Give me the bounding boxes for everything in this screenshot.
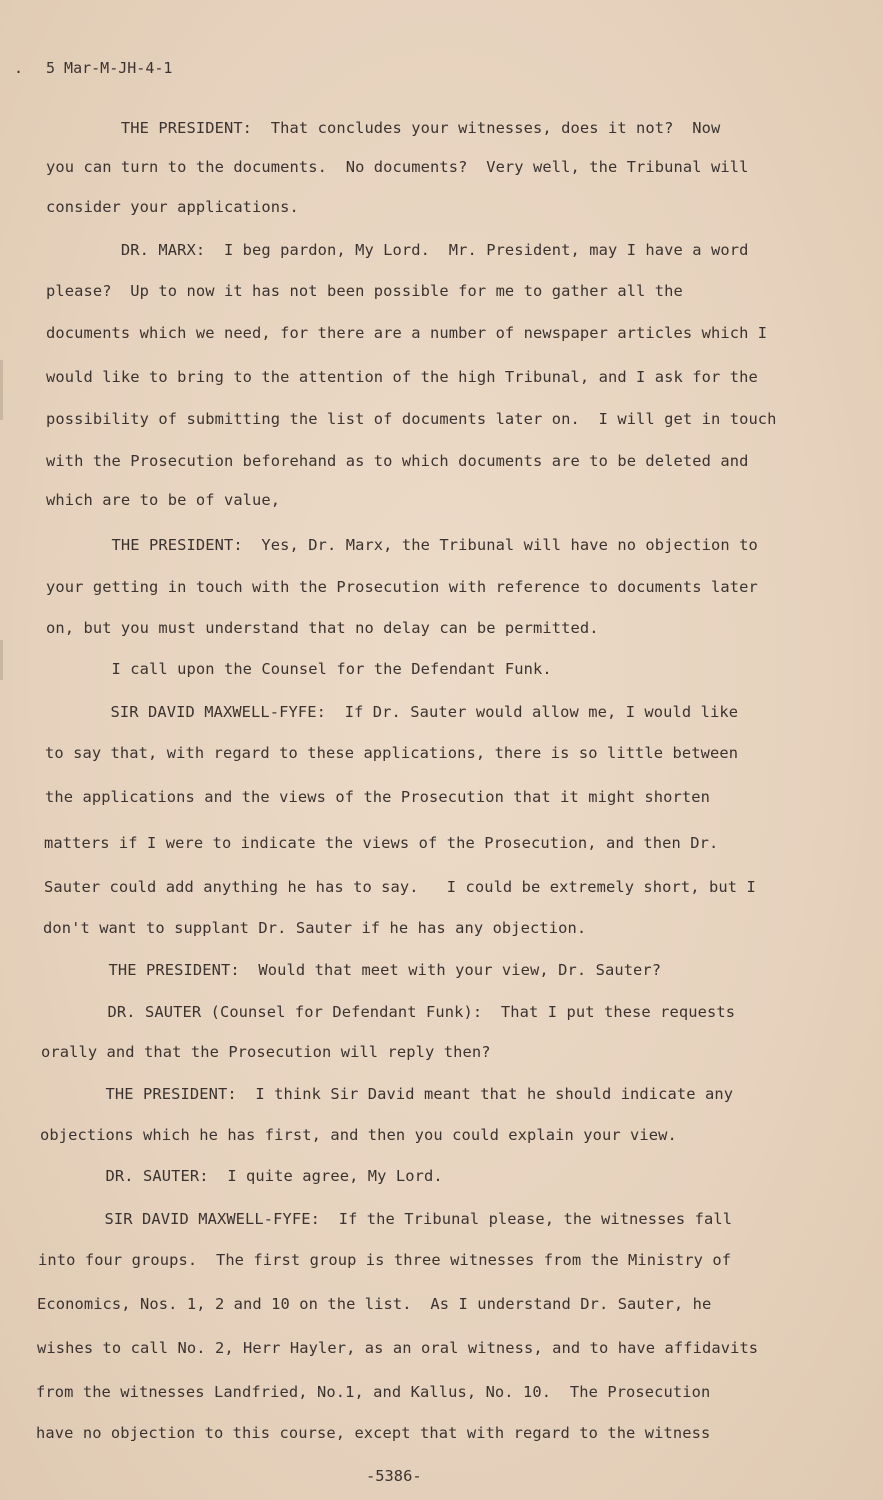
text-line: don't want to supplant Dr. Sauter if he has any objection.: [43, 919, 587, 937]
text-line: from the witnesses Landfried, No.1, and Kallus, No. 10. The Prosecution: [36, 1383, 711, 1401]
text-line: on, but you must understand that no delay can be permitted.: [46, 619, 599, 637]
text-line: the applications and the views of the Prosecution that it might shorten: [45, 788, 710, 806]
text-line: THE PRESIDENT: I think Sir David meant that he should indicate any: [40, 1085, 734, 1103]
text-line: Sauter could add anything he has to say. I could be extremely short, but I: [44, 878, 756, 896]
text-line: consider your applications.: [46, 198, 299, 216]
text-line: have no objection to this course, except that with regard to the witness: [36, 1424, 711, 1442]
document-reference: 5 Mar-M-JH-4-1: [46, 59, 173, 77]
text-line: orally and that the Prosecution will reply then?: [41, 1043, 491, 1061]
text-line: wishes to call No. 2, Herr Hayler, as an oral witness, and to have affidavits: [37, 1339, 759, 1357]
text-line: DR. SAUTER: I quite agree, My Lord.: [40, 1167, 443, 1185]
text-line: I call upon the Counsel for the Defendant Funk.: [46, 660, 552, 678]
text-line: THE PRESIDENT: Would that meet with your view, Dr. Sauter?: [43, 961, 662, 979]
text-line: SIR DAVID MAXWELL-FYFE: If the Tribunal please, the witnesses fall: [39, 1210, 733, 1228]
text-line: to say that, with regard to these applications, there is so little between: [45, 744, 739, 762]
text-line: please? Up to now it has not been possible for me to gather all the: [46, 282, 683, 300]
text-line: would like to bring to the attention of the high Tribunal, and I ask for the: [46, 368, 758, 386]
text-line: THE PRESIDENT: Yes, Dr. Marx, the Tribunal will have no objection to: [46, 536, 758, 554]
text-line: which are to be of value,: [46, 491, 281, 509]
text-line: DR. SAUTER (Counsel for Defendant Funk): That I put these requests: [42, 1003, 736, 1021]
paper-edge-mark: [0, 640, 3, 680]
text-line: you can turn to the documents. No documents? Very well, the Tribunal will: [46, 158, 749, 176]
text-line: DR. MARX: I beg pardon, My Lord. Mr. President, may I have a word: [46, 241, 749, 259]
text-line: objections which he has first, and then you could explain your view.: [40, 1126, 677, 1144]
paper-edge-mark: [0, 360, 3, 420]
text-line: possibility of submitting the list of documents later on. I will get in touch: [46, 410, 777, 428]
text-line: matters if I were to indicate the views of the Prosecution, and then Dr.: [44, 834, 719, 852]
page-number: -5386-: [366, 1467, 422, 1485]
text-line: THE PRESIDENT: That concludes your witnesses, does it not? Now: [46, 119, 721, 137]
text-line: documents which we need, for there are a number of newspaper articles which I: [46, 324, 768, 342]
text-line: Economics, Nos. 1, 2 and 10 on the list. As I understand Dr. Sauter, he: [37, 1295, 712, 1313]
text-line: with the Prosecution beforehand as to which documents are to be deleted and: [46, 452, 749, 470]
margin-bullet: .: [14, 59, 24, 77]
text-line: into four groups. The first group is three witnesses from the Ministry of: [38, 1251, 732, 1269]
text-line: SIR DAVID MAXWELL-FYFE: If Dr. Sauter would allow me, I would like: [45, 703, 739, 721]
text-line: your getting in touch with the Prosecution with reference to documents later: [46, 578, 758, 596]
